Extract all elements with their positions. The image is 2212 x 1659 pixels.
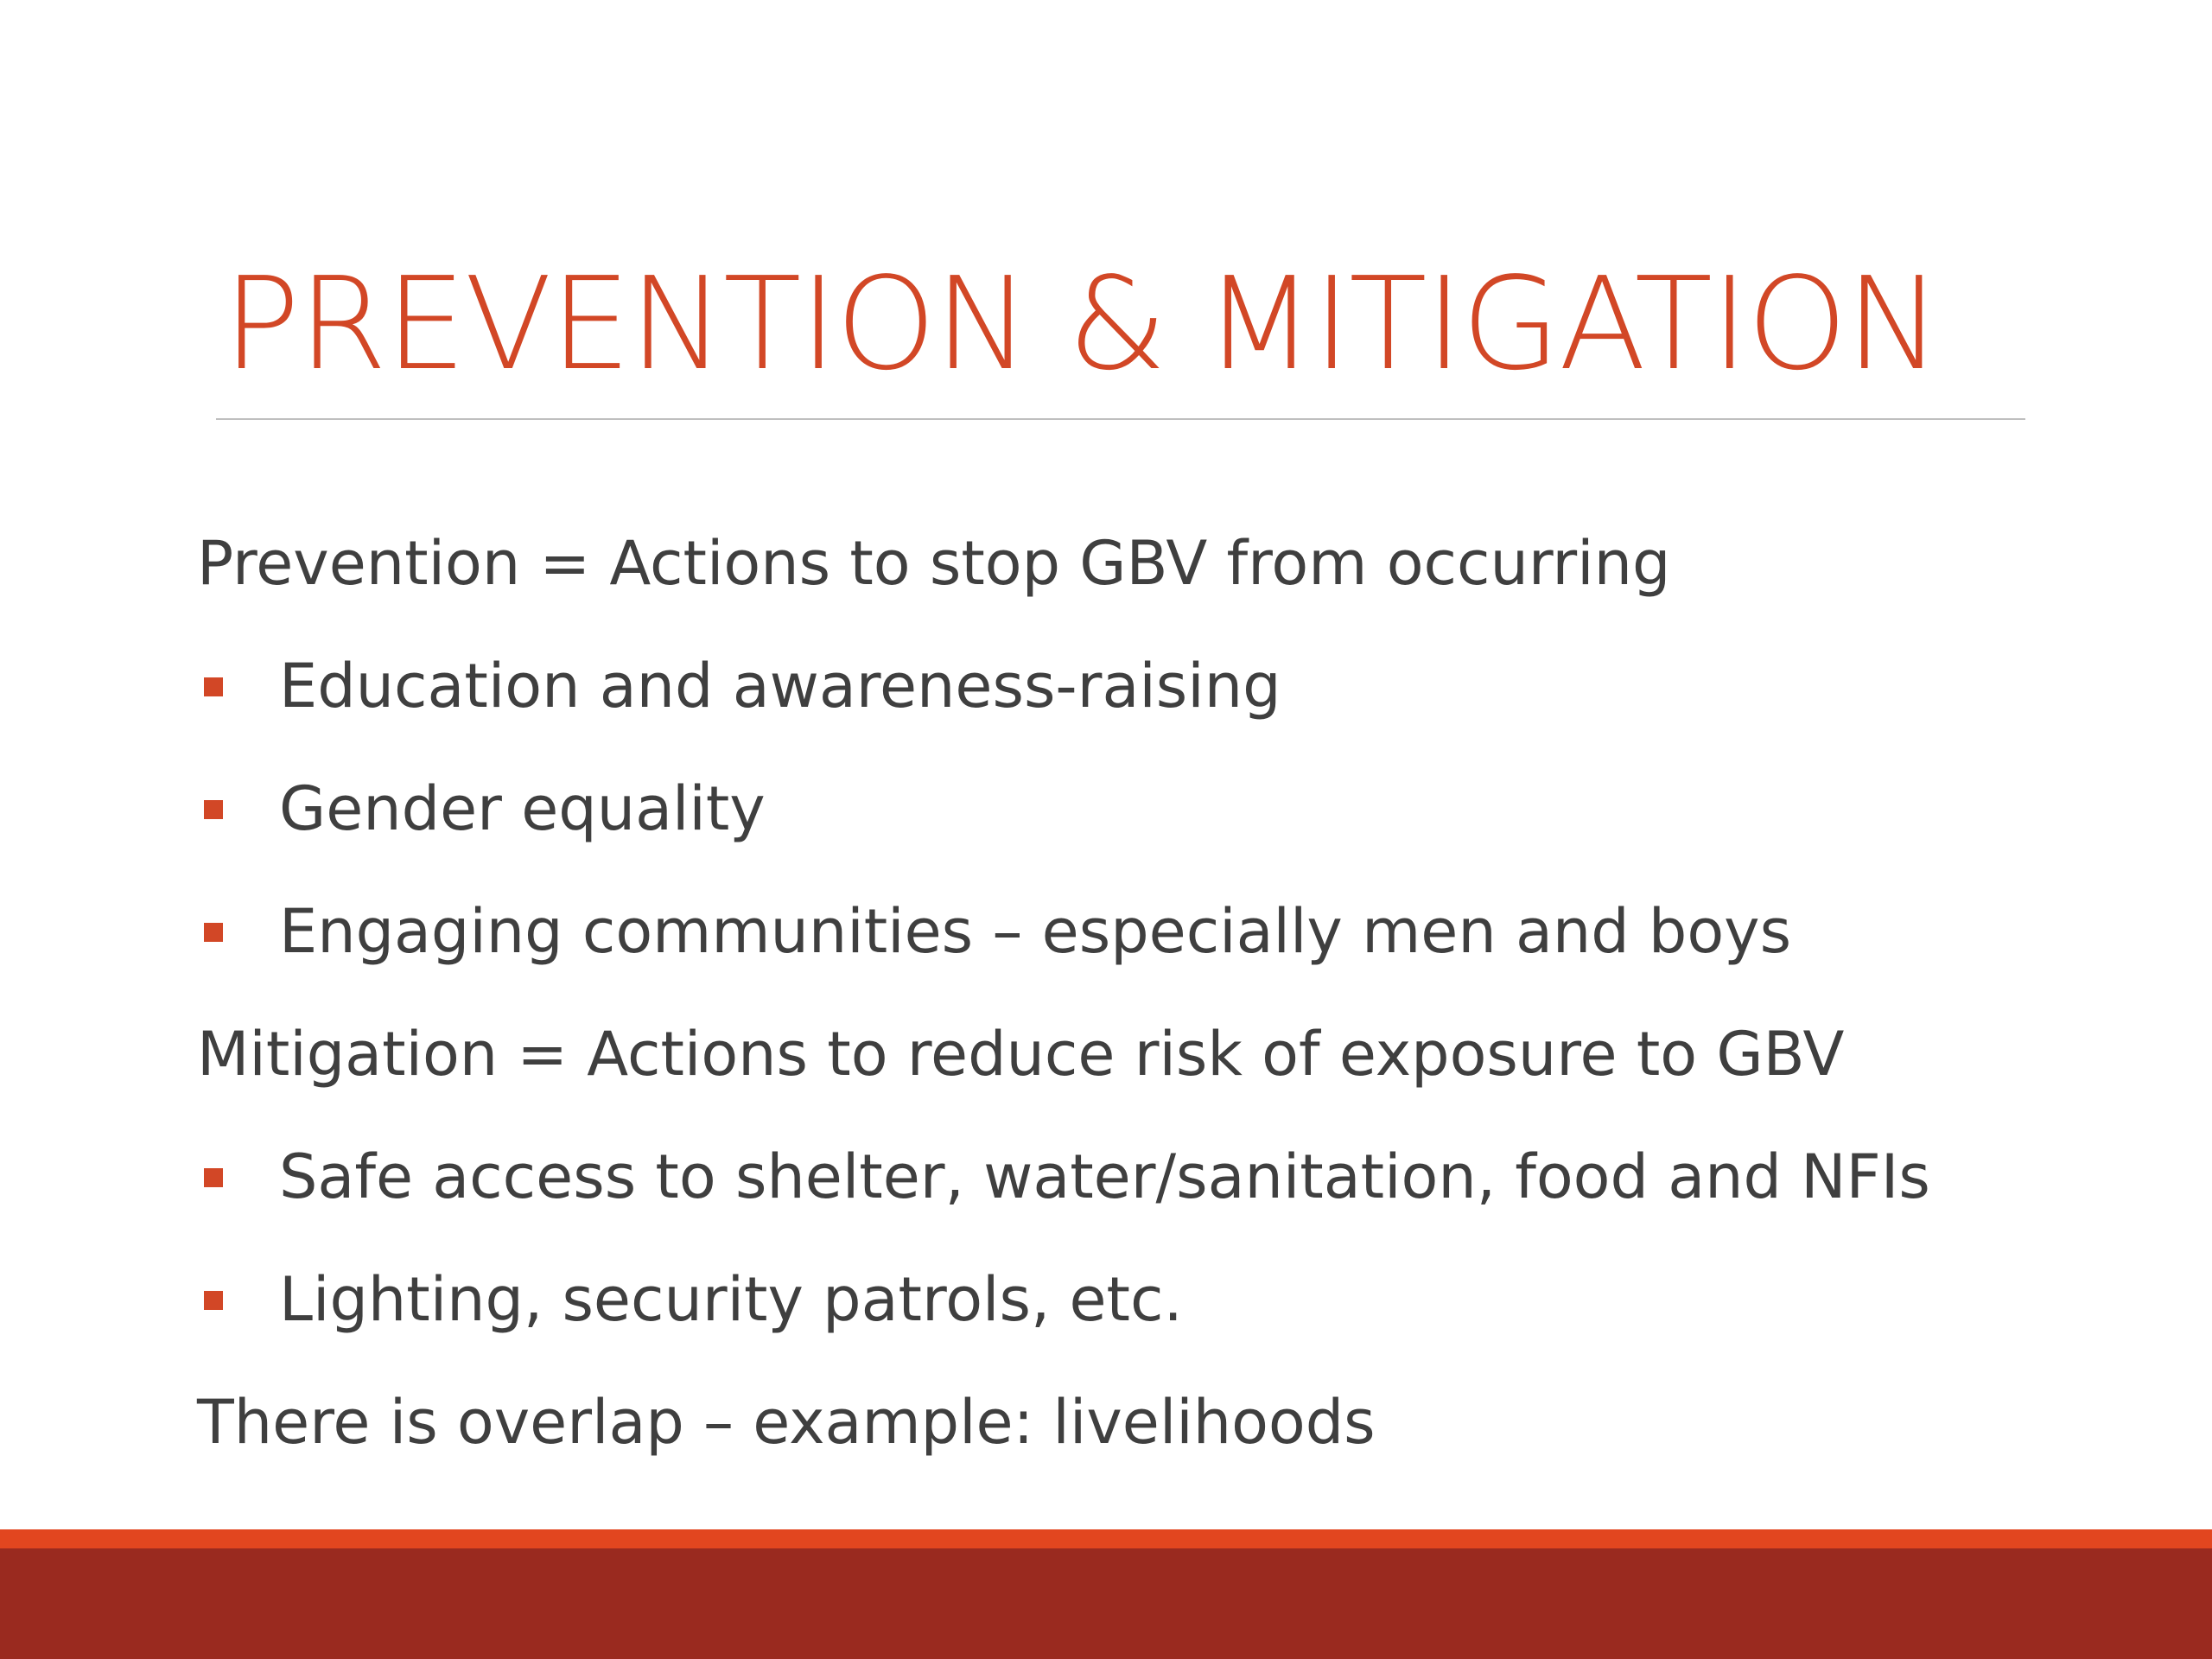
square-bullet-icon (204, 800, 223, 819)
footer-accent-stripe (0, 1529, 2212, 1548)
square-bullet-icon (204, 923, 223, 942)
bullet-text: Safe access to shelter, water/sanitation, food and NFIs (279, 1141, 1930, 1212)
body-line-text: Prevention = Actions to stop GBV from occurring (197, 528, 1671, 599)
bullet-text: Education and awareness-raising (279, 651, 1281, 721)
body-line-text: Mitigation = Actions to reduce risk of exposure to GBV (197, 1019, 1845, 1090)
footer-band (0, 1548, 2212, 1659)
bullet-text: Engaging communities – especially men and boys (279, 896, 1792, 967)
bullet-text: Gender equality (279, 773, 766, 844)
body-line-mitigation (197, 1015, 1844, 1093)
body-line-text: There is overlap – example: livelihoods (197, 1387, 1376, 1458)
square-bullet-icon (204, 1291, 223, 1310)
square-bullet-icon (204, 1168, 223, 1187)
title-divider (216, 418, 2025, 420)
square-bullet-icon (204, 677, 223, 696)
body-line-prevention (197, 524, 1670, 602)
body-line-overlap (197, 1383, 1376, 1461)
slide-title: PREVENTION & MITIGATION (223, 250, 1940, 398)
bullet-text: Lighting, security patrols, etc. (279, 1264, 1183, 1335)
